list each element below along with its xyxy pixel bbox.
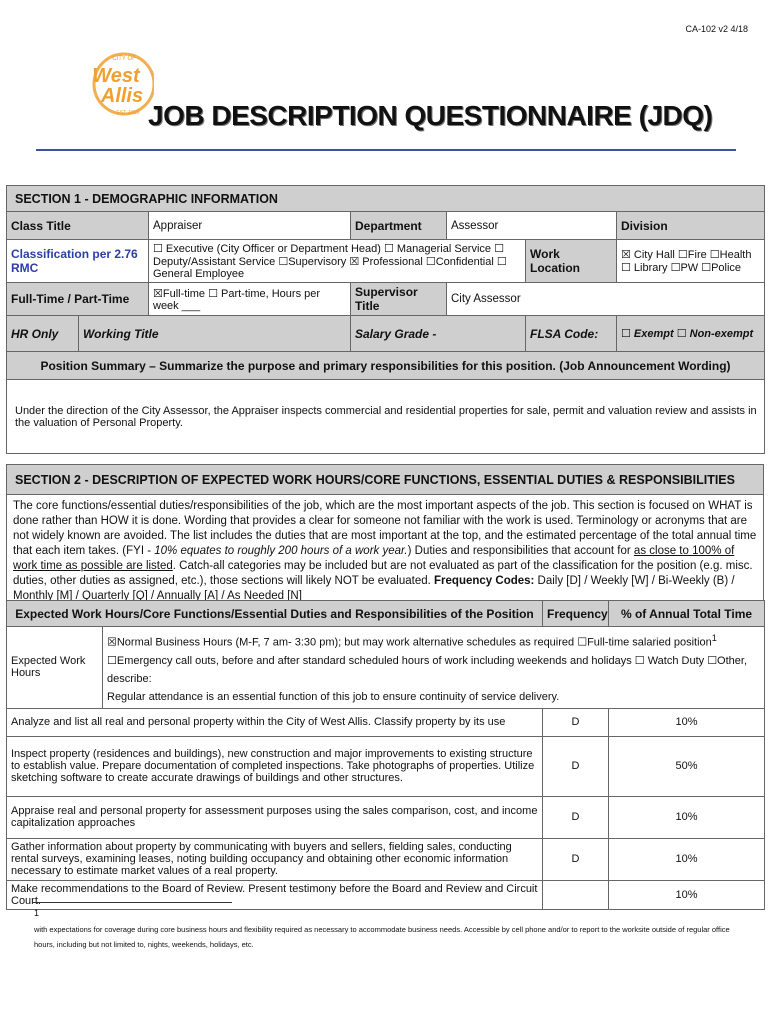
- duty-text[interactable]: Gather information about property by communicating with buyers and sellers, fielding sales, conducting rental surveys, examining leases, noting building occupancy and obtaining other economic information necessary to estimate market values of a real property.: [7, 838, 543, 880]
- expected-hours-line1-text: ☒Normal Business Hours (M-F, 7 am- 3:30 pm); but may work alternative schedules as required ☐Full-time salaried position: [107, 636, 712, 649]
- hr-only-label: HR Only: [7, 316, 79, 352]
- intro-part-b: ) Duties and responsibilities that account for: [407, 545, 634, 557]
- expected-hours-line3: Regular attendance is an essential function of this job to ensure continuity of service delivery.: [107, 690, 560, 703]
- footnote-mark: 1: [34, 908, 40, 918]
- duty-frequency[interactable]: D: [543, 736, 609, 796]
- classification-label: Classification per 2.76 RMC: [7, 240, 149, 283]
- duties-table: [6, 600, 765, 910]
- work-location-label: Work Location: [526, 240, 617, 283]
- page-title: JOB DESCRIPTION QUESTIONNAIRE (JDQ): [148, 100, 713, 131]
- intro-part-c: . Catch-all categories may be included but are not evaluated as part of the classification for the position (e.g. misc. duties, other duties as assigned, etc.), those sections will likely NOT be evaluated.: [13, 560, 753, 587]
- logo-top-text: CITY OF: [112, 56, 136, 62]
- duty-percent[interactable]: 10%: [609, 796, 765, 838]
- duty-percent[interactable]: 10%: [609, 880, 765, 909]
- supervisor-title-value[interactable]: City Assessor: [447, 283, 765, 316]
- position-summary-text[interactable]: Under the direction of the City Assessor, the Appraiser inspects commercial and residential properties for sale, permit and valuation review and assists in the valuation of Personal Property.: [7, 380, 765, 454]
- footnote-text: with expectations for coverage during core business hours and flexibility required as necessary to accommodate business needs. Accessible by cell phone and/or to report to the worksite outside of regular office hours, including but not limited to, nights, weekends, holidays, etc.: [34, 925, 730, 949]
- duty-frequency[interactable]: D: [543, 796, 609, 838]
- working-title-label: Working Title: [79, 316, 351, 352]
- logo-line1: West: [92, 65, 140, 87]
- position-summary-header: Position Summary – Summarize the purpose and primary responsibilities for this position. (Job Announcement Wording): [7, 352, 765, 380]
- logo-line2: Allis: [100, 85, 144, 107]
- classification-options[interactable]: ☐ Executive (City Officer or Department Head) ☐ Managerial Service ☐ Deputy/Assistant Service ☐Supervisory ☒ Professional ☐Confidential ☐ General Employee: [149, 240, 526, 283]
- division-label: Division: [617, 212, 765, 240]
- west-allis-logo: [88, 38, 154, 130]
- form-code: CA-102 v2 4/18: [685, 24, 748, 34]
- supervisor-title-label: Supervisor Title: [351, 283, 447, 316]
- duty-frequency[interactable]: D: [543, 838, 609, 880]
- department-value[interactable]: Assessor: [447, 212, 617, 240]
- duty-row: [7, 736, 765, 796]
- intro-italic: 10% equates to roughly 200 hours of a work year.: [154, 545, 408, 557]
- duty-percent[interactable]: 10%: [609, 838, 765, 880]
- duty-text[interactable]: Analyze and list all real and personal property within the City of West Allis. Classify property by its use: [7, 708, 543, 736]
- duty-text[interactable]: Appraise real and personal property for assessment purposes using the sales comparison, cost, and income capitalization approaches: [7, 796, 543, 838]
- duty-row: [7, 708, 765, 736]
- expected-hours-options[interactable]: [103, 627, 765, 709]
- expected-hours-label: Expected Work Hours: [7, 627, 103, 709]
- duty-row: [7, 838, 765, 880]
- duty-row: [7, 880, 765, 909]
- duty-frequency[interactable]: [543, 880, 609, 909]
- title-rule: [36, 149, 736, 151]
- section1-table: [6, 185, 765, 454]
- logo-est: EST. 1906: [116, 110, 140, 116]
- salary-grade-label: Salary Grade -: [351, 316, 526, 352]
- duty-text[interactable]: Make recommendations to the Board of Review. Present testimony before the Board and Review and Circuit Court.: [7, 880, 543, 909]
- section2-header: SECTION 2 - DESCRIPTION OF EXPECTED WORK HOURS/CORE FUNCTIONS, ESSENTIAL DUTIES & RESPONSIBILITIES: [7, 465, 764, 495]
- duty-percent[interactable]: 50%: [609, 736, 765, 796]
- class-title-label: Class Title: [7, 212, 149, 240]
- department-label: Department: [351, 212, 447, 240]
- fulltime-label: Full-Time / Part-Time: [7, 283, 149, 316]
- footnote-rule: [32, 902, 232, 903]
- intro-part-a: The core functions/essential duties/responsibilities of the job, which are the most important aspects of the job. This section is focused on WHAT is done rather than HOW it is done. Wording that provides a clear for someone not familiar with the work is used. Terminology or acronyms that are not widely known are avoided. The list includes the duties that are most important at the top, and the estimated percentage of the total annual time that each item takes. (FYI -: [13, 500, 757, 557]
- work-location-options[interactable]: ☒ City Hall ☐Fire ☐Health ☐ Library ☐PW ☐Police: [617, 240, 765, 283]
- section1-header: SECTION 1 - DEMOGRAPHIC INFORMATION: [7, 186, 765, 212]
- section2-intro-table: [6, 464, 764, 609]
- expected-hours-line2[interactable]: ☐Emergency call outs, before and after standard scheduled hours of work including weekends and holidays ☐ Watch Duty ☐Other, describe:: [107, 654, 748, 685]
- flsa-code-label: FLSA Code:: [526, 316, 617, 352]
- col-header-percent: % of Annual Total Time: [609, 601, 765, 627]
- expected-hours-line1[interactable]: [107, 629, 760, 652]
- frequency-codes-label: Frequency Codes:: [434, 575, 535, 587]
- col-header-duties: Expected Work Hours/Core Functions/Essential Duties and Responsibilities of the Position: [7, 601, 543, 627]
- frequency-codes-text: Daily [D] / Weekly [W] / Bi-Weekly (B) / Monthly [M] / Quarterly [Q] / Annually [A] / As Needed [N]: [13, 575, 735, 602]
- duty-text[interactable]: Inspect property (residences and buildings), new construction and major improvements to existing structure to establish value. Prepare documentation of completed inspections. Take photographs of properties. Utilize sketching software to create accurate drawings of buildings and other structures.: [7, 736, 543, 796]
- duty-percent[interactable]: 10%: [609, 708, 765, 736]
- class-title-value[interactable]: Appraiser: [149, 212, 351, 240]
- col-header-frequency: Frequency: [543, 601, 609, 627]
- flsa-options[interactable]: ☐ Exempt ☐ Non-exempt: [617, 316, 765, 352]
- duty-frequency[interactable]: D: [543, 708, 609, 736]
- section2-intro: [7, 495, 764, 609]
- fulltime-options[interactable]: ☒Full-time ☐ Part-time, Hours per week ___: [149, 283, 351, 316]
- duty-row: [7, 796, 765, 838]
- footnote-ref: 1: [711, 633, 717, 643]
- intro-underline: as close to 100% of work time as possible are listed: [13, 545, 735, 572]
